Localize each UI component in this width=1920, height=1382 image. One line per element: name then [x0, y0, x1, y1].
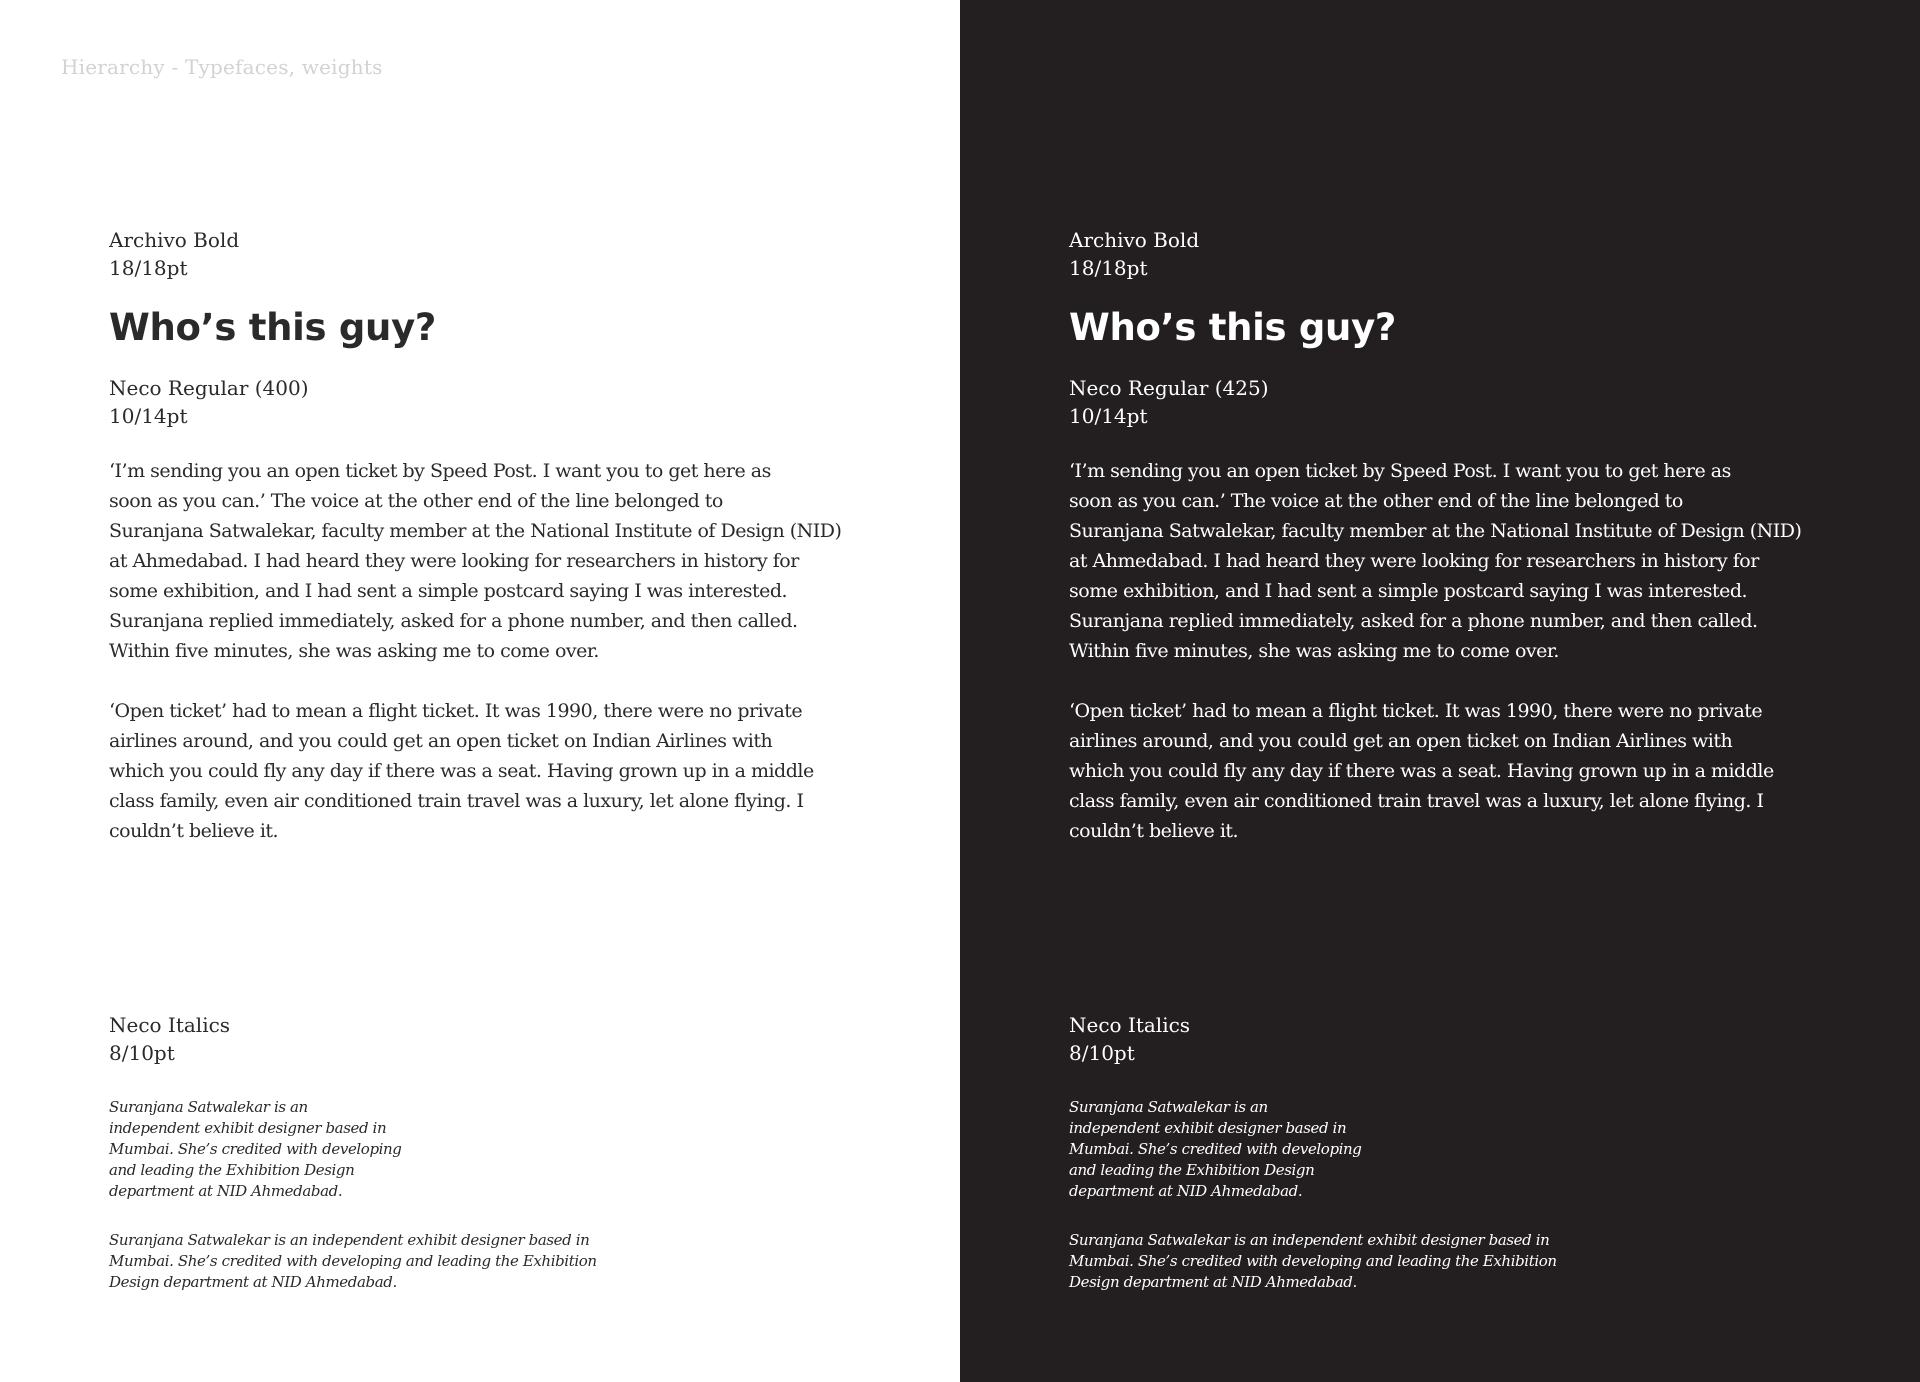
body-paragraph: ‘I’m sending you an open ticket by Speed Post. I want you to get here as soon as you can.’ The voice at the other end of the line belonged to Suranjana Satwalekar, faculty member at the National Institute of Design (NID) at Ahmedabad. I had heard they were looking for researchers in history for some exhibition, and I had sent a simple postcard saying I was interested. Suranjana replied immediately, asked for a phone number, and then called. Within five minutes, she was asking me to come over.: [1069, 460, 1802, 662]
body-spec-size: 10/14pt: [109, 404, 188, 428]
body-text-block: [1069, 456, 1889, 846]
caption-spec-size: 8/10pt: [109, 1041, 175, 1065]
heading-spec-name: Archivo Bold: [1069, 228, 1200, 252]
body-paragraph: ‘Open ticket’ had to mean a flight ticket. It was 1990, there were no private airlines around, and you could get an open ticket on Indian Airlines with which you could fly any day if there was a seat. Having grown up in a middle class family, even air conditioned train travel was a luxury, let alone flying. I couldn’t believe it.: [109, 700, 814, 842]
caption-narrow: Suranjana Satwalekar is an independent exhibit designer based in Mumbai. She’s credited with developing and leading the Exhibition Design department at NID Ahmedabad.: [109, 1098, 402, 1200]
page-label: Hierarchy - Typefaces, weights: [61, 55, 383, 79]
sample-heading: Who’s this guy?: [109, 306, 437, 349]
body-spec-name: Neco Regular (400): [109, 376, 309, 400]
sample-heading: Who’s this guy?: [1069, 306, 1397, 349]
caption-spec-name: Neco Italics: [109, 1013, 231, 1037]
heading-spec-size: 18/18pt: [109, 256, 188, 280]
dark-panel: [960, 0, 1920, 1382]
heading-spec-name: Archivo Bold: [109, 228, 240, 252]
caption-wide: Suranjana Satwalekar is an independent exhibit designer based in Mumbai. She’s credited with developing and leading the Exhibition Design department at NID Ahmedabad.: [1069, 1231, 1557, 1291]
caption-spec-size: 8/10pt: [1069, 1041, 1135, 1065]
caption-narrow: Suranjana Satwalekar is an independent exhibit designer based in Mumbai. She’s credited with developing and leading the Exhibition Design department at NID Ahmedabad.: [1069, 1098, 1362, 1200]
body-spec-size: 10/14pt: [1069, 404, 1148, 428]
body-text-block: [109, 456, 929, 846]
light-content: [109, 226, 929, 1293]
caption-spec-name: Neco Italics: [1069, 1013, 1191, 1037]
body-paragraph: ‘I’m sending you an open ticket by Speed Post. I want you to get here as soon as you can.’ The voice at the other end of the line belonged to Suranjana Satwalekar, faculty member at the National Institute of Design (NID) at Ahmedabad. I had heard they were looking for researchers in history for some exhibition, and I had sent a simple postcard saying I was interested. Suranjana replied immediately, asked for a phone number, and then called. Within five minutes, she was asking me to come over.: [109, 460, 842, 662]
dark-content: [1069, 226, 1889, 1293]
caption-wide: Suranjana Satwalekar is an independent exhibit designer based in Mumbai. She’s credited with developing and leading the Exhibition Design department at NID Ahmedabad.: [109, 1231, 597, 1291]
body-spec-name: Neco Regular (425): [1069, 376, 1269, 400]
body-paragraph: ‘Open ticket’ had to mean a flight ticket. It was 1990, there were no private airlines around, and you could get an open ticket on Indian Airlines with which you could fly any day if there was a seat. Having grown up in a middle class family, even air conditioned train travel was a luxury, let alone flying. I couldn’t believe it.: [1069, 700, 1774, 842]
heading-spec-size: 18/18pt: [1069, 256, 1148, 280]
